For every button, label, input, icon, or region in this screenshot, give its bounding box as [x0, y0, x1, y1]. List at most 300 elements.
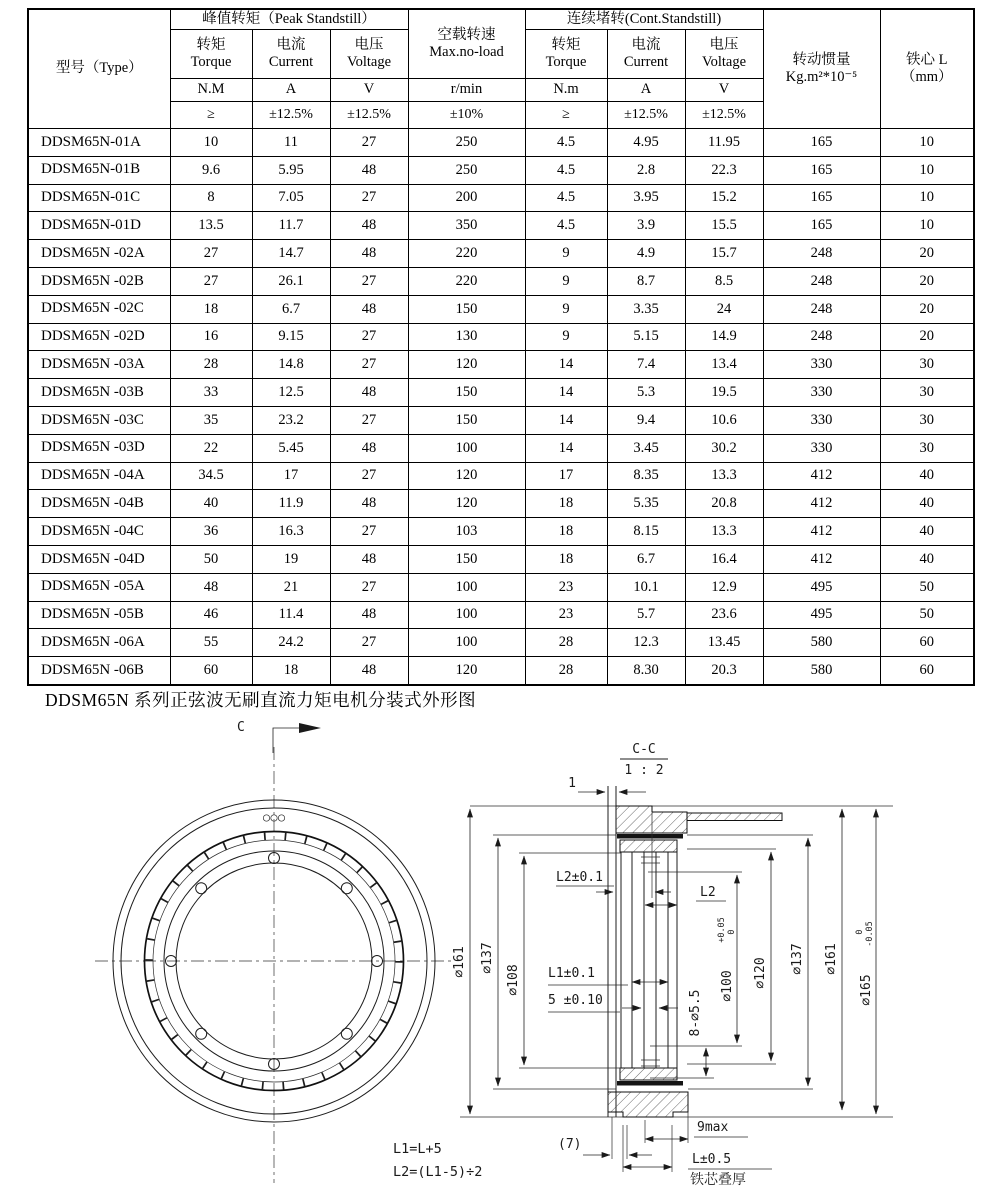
cell-value: 4.5 — [525, 156, 607, 184]
cell-value: 8.30 — [607, 657, 685, 685]
dim-d137-left: ∅137 — [480, 942, 495, 974]
cell-value: 220 — [408, 240, 525, 268]
cell-type: DDSM65N -02B — [28, 267, 170, 295]
tolerance-cell: ±12.5% — [252, 102, 330, 129]
section-cut-indicator — [237, 720, 321, 753]
cell-value: 9 — [525, 323, 607, 351]
cell-value: 40 — [170, 490, 252, 518]
cell-value: 27 — [330, 267, 408, 295]
cell-value: 5.15 — [607, 323, 685, 351]
cell-value: 248 — [763, 267, 880, 295]
label-voltage-en: Voltage — [346, 54, 392, 70]
cell-value: 36 — [170, 518, 252, 546]
cell-type: DDSM65N -02C — [28, 295, 170, 323]
cell-type: DDSM65N -03A — [28, 351, 170, 379]
cell-value: 3.9 — [607, 212, 685, 240]
cell-value: 7.4 — [607, 351, 685, 379]
cell-value: 4.5 — [525, 184, 607, 212]
magnet-band-bottom — [617, 1081, 683, 1086]
dim-9max: 9max — [697, 1120, 729, 1135]
cell-value: 9 — [525, 240, 607, 268]
cell-value: 30 — [880, 379, 974, 407]
table-row — [28, 156, 974, 184]
cell-value: 17 — [525, 462, 607, 490]
core-columns — [621, 852, 677, 1068]
label-current-cn: 电流 — [276, 36, 306, 53]
cell-type: DDSM65N-01D — [28, 212, 170, 240]
cell-type: DDSM65N -06A — [28, 629, 170, 657]
top-flange — [616, 806, 687, 833]
cell-value: 50 — [880, 601, 974, 629]
header-peak-voltage — [330, 30, 408, 79]
cell-value: 22.3 — [685, 156, 763, 184]
label-torque-cn: 转矩 — [551, 36, 581, 53]
cell-value: 3.35 — [607, 295, 685, 323]
cell-value: 27 — [330, 351, 408, 379]
cell-value: 330 — [763, 434, 880, 462]
magnet-band-top — [617, 834, 683, 839]
cell-value: 13.3 — [685, 518, 763, 546]
header-cont-group: 连续堵转(Cont.Standstill) — [525, 9, 763, 30]
header-inertia-unit: Kg.m²*10⁻⁵ — [785, 69, 858, 85]
cell-value: 12.9 — [685, 573, 763, 601]
table-row — [28, 406, 974, 434]
cell-value: 8 — [170, 184, 252, 212]
cell-value: 20.8 — [685, 490, 763, 518]
dim-d161-left: ∅161 — [452, 946, 467, 978]
cell-value: 9.15 — [252, 323, 330, 351]
note-l1-formula: L1=L+5 — [393, 1141, 442, 1157]
cell-value: 5.3 — [607, 379, 685, 407]
cell-type: DDSM65N-01C — [28, 184, 170, 212]
cell-value: 18 — [525, 518, 607, 546]
cell-value: 580 — [763, 657, 880, 685]
cell-type: DDSM65N -03D — [28, 434, 170, 462]
cell-value: 48 — [330, 240, 408, 268]
cell-value: 9.4 — [607, 406, 685, 434]
dim-l2a: L2±0.1 — [556, 870, 603, 885]
table-row — [28, 545, 974, 573]
cell-value: 24 — [685, 295, 763, 323]
cell-type: DDSM65N -04D — [28, 545, 170, 573]
dim-d108: ∅108 — [506, 964, 521, 996]
cell-value: 48 — [330, 295, 408, 323]
table-row — [28, 184, 974, 212]
cell-value: 4.5 — [525, 129, 607, 157]
cell-value: 27 — [330, 462, 408, 490]
cell-value: 10 — [880, 129, 974, 157]
cell-value: 250 — [408, 129, 525, 157]
cell-value: 14 — [525, 379, 607, 407]
cell-value: 24.2 — [252, 629, 330, 657]
cell-value: 495 — [763, 601, 880, 629]
table-row — [28, 351, 974, 379]
cell-value: 2.8 — [607, 156, 685, 184]
section-arrow-icon — [299, 723, 321, 733]
header-cont-voltage — [685, 30, 763, 79]
cell-value: 30.2 — [685, 434, 763, 462]
table-row — [28, 212, 974, 240]
cell-value: 20 — [880, 323, 974, 351]
header-core-cn: 铁心 L — [906, 51, 948, 68]
cell-value: 14 — [525, 351, 607, 379]
cell-value: 23 — [525, 601, 607, 629]
cell-value: 18 — [525, 490, 607, 518]
cell-value: 23.2 — [252, 406, 330, 434]
stator-end-top — [620, 840, 677, 852]
cell-value: 48 — [330, 156, 408, 184]
cell-value: 248 — [763, 295, 880, 323]
cell-value: 27 — [330, 518, 408, 546]
unit-cell: V — [330, 79, 408, 102]
table-row — [28, 323, 974, 351]
cell-type: DDSM65N -05A — [28, 573, 170, 601]
figure-caption: DDSM65N 系列正弦波无刷直流力矩电机分装式外形图 — [45, 690, 477, 710]
cell-type: DDSM65N -02A — [28, 240, 170, 268]
cell-value: 46 — [170, 601, 252, 629]
table-row — [28, 573, 974, 601]
cell-value: 6.7 — [252, 295, 330, 323]
dim-d100-tol-top: +0.05 — [717, 917, 727, 943]
bottom-flange — [608, 1092, 688, 1117]
cell-value: 120 — [408, 462, 525, 490]
cell-value: 27 — [330, 629, 408, 657]
cell-value: 10.1 — [607, 573, 685, 601]
cell-value: 7.05 — [252, 184, 330, 212]
cell-value: 165 — [763, 129, 880, 157]
cell-value: 10 — [880, 156, 974, 184]
cell-value: 19.5 — [685, 379, 763, 407]
table-row — [28, 267, 974, 295]
header-core-unit: （mm） — [900, 69, 953, 85]
table-header — [28, 9, 974, 129]
drawing-svg — [0, 712, 1000, 1186]
table-row — [28, 629, 974, 657]
cell-value: 50 — [170, 545, 252, 573]
header-peak-current — [252, 30, 330, 79]
unit-cell: A — [607, 79, 685, 102]
cell-value: 330 — [763, 406, 880, 434]
cell-type: DDSM65N -03B — [28, 379, 170, 407]
cell-value: 12.5 — [252, 379, 330, 407]
section-view — [393, 742, 893, 1186]
cell-value: 13.4 — [685, 351, 763, 379]
cell-value: 11.9 — [252, 490, 330, 518]
cell-value: 248 — [763, 240, 880, 268]
cell-value: 100 — [408, 601, 525, 629]
table-row — [28, 379, 974, 407]
cell-value: 8.7 — [607, 267, 685, 295]
dim-d120: ∅120 — [753, 957, 768, 989]
cell-value: 11.7 — [252, 212, 330, 240]
cell-value: 15.7 — [685, 240, 763, 268]
cell-value: 200 — [408, 184, 525, 212]
header-inertia-cn: 转动惯量 — [792, 51, 851, 68]
dim-7: (7) — [558, 1137, 582, 1152]
label-torque-en: Torque — [190, 54, 232, 70]
cell-value: 103 — [408, 518, 525, 546]
cell-value: 48 — [330, 379, 408, 407]
cell-value: 20 — [880, 267, 974, 295]
cell-value: 27 — [170, 240, 252, 268]
cell-value: 120 — [408, 351, 525, 379]
cell-value: 26.1 — [252, 267, 330, 295]
cell-value: 11.95 — [685, 129, 763, 157]
cell-value: 48 — [330, 490, 408, 518]
cell-value: 14.7 — [252, 240, 330, 268]
cell-value: 4.9 — [607, 240, 685, 268]
cell-value: 5.35 — [607, 490, 685, 518]
dim-d161-right: ∅161 — [824, 943, 839, 975]
tolerance-cell: ±12.5% — [330, 102, 408, 129]
tolerance-cell: ±12.5% — [685, 102, 763, 129]
cell-value: 5.7 — [607, 601, 685, 629]
mounting-plate — [687, 813, 782, 821]
cell-value: 13.5 — [170, 212, 252, 240]
label-torque-cn: 转矩 — [196, 36, 226, 53]
table-row — [28, 295, 974, 323]
dim-d100: ∅100 — [720, 970, 735, 1002]
spec-table — [27, 8, 975, 686]
cell-value: 100 — [408, 573, 525, 601]
cell-value: 13.3 — [685, 462, 763, 490]
dim-d165: ∅165 — [859, 974, 874, 1006]
cell-value: 21 — [252, 573, 330, 601]
table-row — [28, 129, 974, 157]
label-torque-en: Torque — [545, 54, 587, 70]
cell-value: 350 — [408, 212, 525, 240]
section-title: C-C — [632, 742, 656, 757]
label-current-en: Current — [623, 54, 669, 70]
label-voltage-cn: 电压 — [709, 36, 739, 53]
table-row — [28, 601, 974, 629]
table-row — [28, 518, 974, 546]
cell-value: 580 — [763, 629, 880, 657]
header-peak-torque — [170, 30, 252, 79]
cell-value: 30 — [880, 406, 974, 434]
tolerance-cell: ≥ — [170, 102, 252, 129]
tolerance-cell: ±12.5% — [607, 102, 685, 129]
cell-value: 4.95 — [607, 129, 685, 157]
cell-value: 18 — [170, 295, 252, 323]
cell-value: 15.5 — [685, 212, 763, 240]
header-type: 型号（Type） — [28, 9, 170, 129]
cell-value: 20 — [880, 240, 974, 268]
cell-value: 13.45 — [685, 629, 763, 657]
dim-d165-tol-top: 0 — [855, 929, 865, 935]
header-cont-current — [607, 30, 685, 79]
table-body — [28, 129, 974, 685]
cell-value: 16.3 — [252, 518, 330, 546]
dim-d137-right: ∅137 — [790, 943, 805, 975]
cell-value: 60 — [880, 657, 974, 685]
dim-d100-tol-bot: 0 — [727, 929, 737, 935]
cell-value: 48 — [330, 601, 408, 629]
cell-value: 28 — [525, 629, 607, 657]
cell-value: 18 — [525, 545, 607, 573]
cell-value: 60 — [880, 629, 974, 657]
cell-value: 150 — [408, 295, 525, 323]
cell-value: 10 — [170, 129, 252, 157]
section-scale: 1 : 2 — [624, 763, 664, 778]
unit-cell: r/min — [408, 79, 525, 102]
cell-value: 130 — [408, 323, 525, 351]
header-cont-torque — [525, 30, 607, 79]
label-voltage-cn: 电压 — [354, 36, 384, 53]
table-row — [28, 434, 974, 462]
cell-value: 10 — [880, 212, 974, 240]
cell-value: 28 — [170, 351, 252, 379]
cell-value: 33 — [170, 379, 252, 407]
cell-value: 150 — [408, 406, 525, 434]
cell-value: 15.2 — [685, 184, 763, 212]
cell-value: 18 — [252, 657, 330, 685]
label-current-cn: 电流 — [631, 36, 661, 53]
unit-cell: N.m — [525, 79, 607, 102]
cell-type: DDSM65N -04B — [28, 490, 170, 518]
dim-bolt-holes: 8-∅5.5 — [688, 989, 703, 1037]
cell-value: 412 — [763, 518, 880, 546]
front-view — [95, 720, 455, 1183]
cell-value: 330 — [763, 351, 880, 379]
header-noload-en: Max.no-load — [429, 44, 504, 60]
dim-five: 5 ±0.10 — [548, 993, 603, 1008]
cell-value: 60 — [170, 657, 252, 685]
tolerance-cell: ±10% — [408, 102, 525, 129]
cell-value: 27 — [170, 267, 252, 295]
cell-value: 40 — [880, 462, 974, 490]
cell-type: DDSM65N -04A — [28, 462, 170, 490]
table-row — [28, 490, 974, 518]
cell-value: 48 — [330, 212, 408, 240]
header-noload-cn: 空载转速 — [437, 26, 496, 43]
cell-value: 100 — [408, 629, 525, 657]
label-current-en: Current — [268, 54, 314, 70]
cell-value: 48 — [170, 573, 252, 601]
dim-l2b: L2 — [700, 885, 716, 900]
header-noload — [408, 9, 525, 79]
note-l2-formula: L2=(L1-5)÷2 — [393, 1164, 483, 1180]
table-row — [28, 462, 974, 490]
cell-value: 27 — [330, 129, 408, 157]
header-inertia — [763, 9, 880, 129]
dim-wall-1: 1 — [568, 776, 576, 791]
cell-value: 23.6 — [685, 601, 763, 629]
cell-value: 19 — [252, 545, 330, 573]
label-voltage-en: Voltage — [702, 54, 747, 70]
cell-value: 412 — [763, 545, 880, 573]
cell-value: 248 — [763, 323, 880, 351]
cell-value: 5.45 — [252, 434, 330, 462]
cell-value: 27 — [330, 323, 408, 351]
cell-value: 250 — [408, 156, 525, 184]
cell-value: 11.4 — [252, 601, 330, 629]
cell-value: 3.45 — [607, 434, 685, 462]
header-peak-group: 峰值转矩（Peak Standstill） — [170, 9, 408, 30]
cell-value: 48 — [330, 657, 408, 685]
cell-value: 27 — [330, 406, 408, 434]
cell-value: 17 — [252, 462, 330, 490]
cell-type: DDSM65N -05B — [28, 601, 170, 629]
cell-value: 5.95 — [252, 156, 330, 184]
cell-value: 20.3 — [685, 657, 763, 685]
tolerance-cell: ≥ — [525, 102, 607, 129]
cell-value: 8.15 — [607, 518, 685, 546]
cell-value: 23 — [525, 573, 607, 601]
cell-value: 40 — [880, 518, 974, 546]
cell-value: 8.35 — [607, 462, 685, 490]
cell-type: DDSM65N -06B — [28, 657, 170, 685]
cell-type: DDSM65N-01A — [28, 129, 170, 157]
cell-value: 35 — [170, 406, 252, 434]
cell-value: 34.5 — [170, 462, 252, 490]
cell-value: 12.3 — [607, 629, 685, 657]
cell-value: 14.8 — [252, 351, 330, 379]
table-row — [28, 240, 974, 268]
cell-type: DDSM65N -04C — [28, 518, 170, 546]
cell-value: 9 — [525, 267, 607, 295]
cell-value: 120 — [408, 657, 525, 685]
cell-value: 10.6 — [685, 406, 763, 434]
cell-value: 48 — [330, 545, 408, 573]
cell-value: 9.6 — [170, 156, 252, 184]
unit-cell: N.M — [170, 79, 252, 102]
cell-value: 3.95 — [607, 184, 685, 212]
cell-value: 165 — [763, 156, 880, 184]
cell-value: 220 — [408, 267, 525, 295]
cell-value: 14.9 — [685, 323, 763, 351]
cell-value: 165 — [763, 184, 880, 212]
cell-value: 14 — [525, 406, 607, 434]
cell-value: 11 — [252, 129, 330, 157]
cell-value: 100 — [408, 434, 525, 462]
cell-value: 27 — [330, 184, 408, 212]
cell-value: 40 — [880, 490, 974, 518]
cell-value: 150 — [408, 545, 525, 573]
cell-value: 9 — [525, 295, 607, 323]
dim-d165-tol-bot: -0.05 — [865, 921, 875, 947]
unit-cell: V — [685, 79, 763, 102]
cell-value: 4.5 — [525, 212, 607, 240]
dim-l1: L1±0.1 — [548, 966, 595, 981]
cell-value: 28 — [525, 657, 607, 685]
cell-value: 6.7 — [607, 545, 685, 573]
cell-value: 495 — [763, 573, 880, 601]
cell-value: 120 — [408, 490, 525, 518]
cell-value: 30 — [880, 434, 974, 462]
cell-value: 40 — [880, 545, 974, 573]
cell-value: 14 — [525, 434, 607, 462]
cell-value: 27 — [330, 573, 408, 601]
dim-core-length: L±0.5 — [692, 1152, 732, 1167]
cell-value: 10 — [880, 184, 974, 212]
cell-value: 55 — [170, 629, 252, 657]
cell-type: DDSM65N -03C — [28, 406, 170, 434]
cell-type: DDSM65N -02D — [28, 323, 170, 351]
core-stack-note: 铁芯叠厚 — [690, 1172, 746, 1186]
cell-value: 16 — [170, 323, 252, 351]
cell-value: 412 — [763, 462, 880, 490]
cell-value: 50 — [880, 573, 974, 601]
cell-value: 16.4 — [685, 545, 763, 573]
cell-type: DDSM65N-01B — [28, 156, 170, 184]
cell-value: 8.5 — [685, 267, 763, 295]
table-row — [28, 657, 974, 685]
unit-cell: A — [252, 79, 330, 102]
cell-value: 48 — [330, 434, 408, 462]
cell-value: 150 — [408, 379, 525, 407]
header-core — [880, 9, 974, 129]
